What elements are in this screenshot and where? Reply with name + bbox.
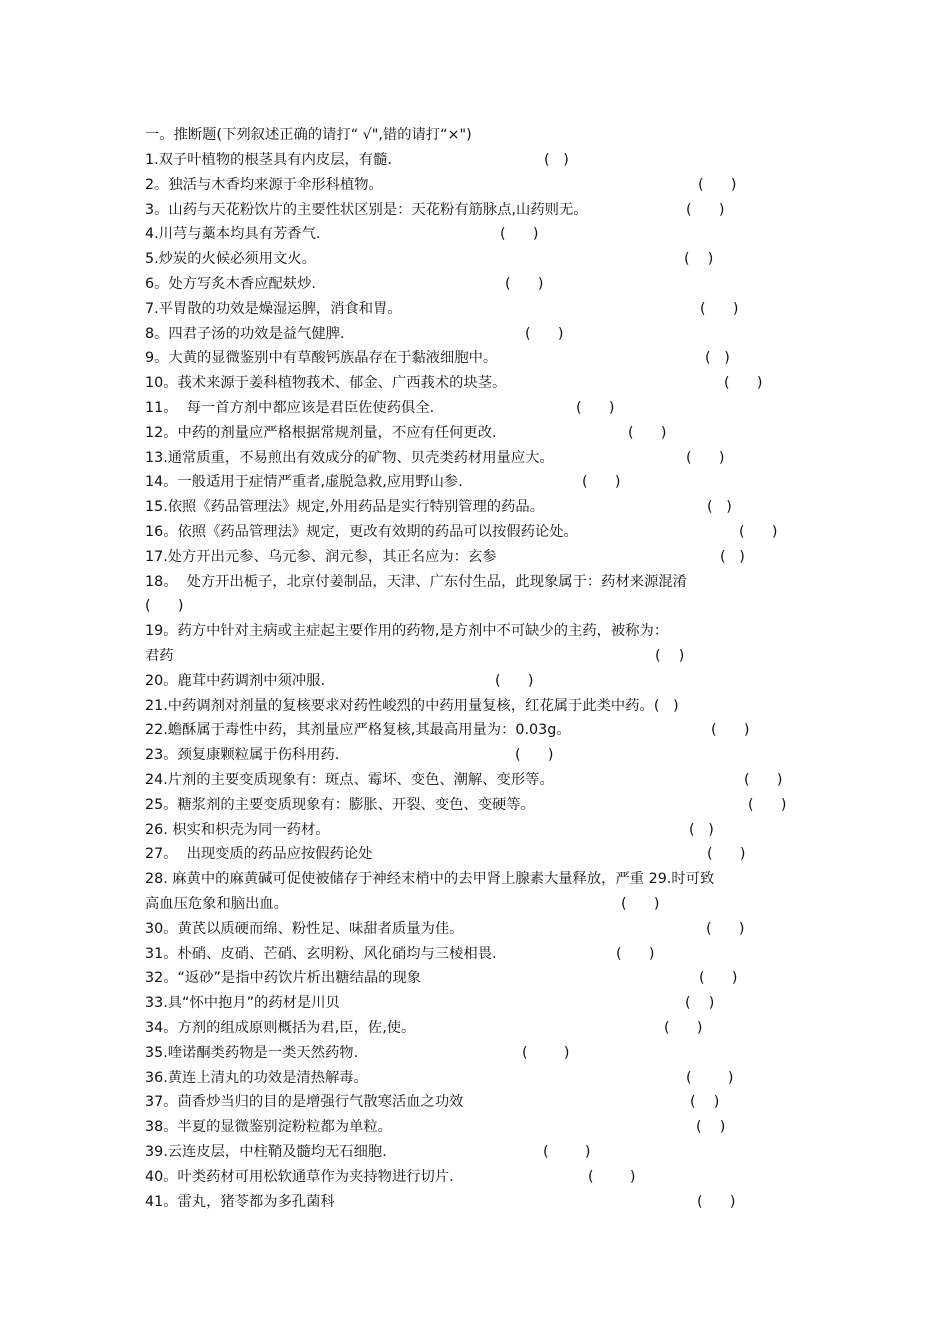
question-line <box>145 619 825 644</box>
question-line <box>145 173 825 198</box>
question-text: 高血压危象和脑出血。 <box>145 896 288 912</box>
question-line <box>145 198 825 223</box>
question-text: 4.川芎与藁本均具有芳香气. <box>145 226 321 243</box>
answer-bracket[interactable]: ( ) <box>699 970 738 987</box>
question-line <box>145 917 825 942</box>
answer-bracket[interactable]: ( ) <box>684 251 714 268</box>
answer-bracket[interactable]: ( ) <box>739 524 778 540</box>
question-text: 23。颈复康颗粒属于伤科用药. <box>145 747 340 764</box>
section-title-text: 一。推断题(下列叙述正确的请打“ √",错的请打“×") <box>145 127 472 143</box>
question-line <box>145 1066 825 1091</box>
answer-bracket[interactable]: ( ) <box>696 1119 726 1136</box>
answer-bracket[interactable]: ( ) <box>705 350 730 367</box>
question-text: 15.依照《药品管理法》规定,外用药品是实行特别管理的药品。 <box>145 499 544 516</box>
answer-bracket[interactable]: ( ) <box>576 400 615 416</box>
answer-bracket[interactable]: ( ) <box>621 896 660 912</box>
question-text: 10。莪术来源于姜科植物莪术、郁金、广西莪术的块茎。 <box>145 375 507 392</box>
question-line <box>145 669 825 694</box>
answer-bracket[interactable]: ( ) <box>724 375 763 392</box>
question-text: 32。“返砂”是指中药饮片析出糖结晶的现象 <box>145 970 422 987</box>
question-line <box>145 966 825 991</box>
answer-bracket[interactable]: ( ) <box>685 995 715 1012</box>
question-line <box>145 421 825 446</box>
answer-bracket[interactable]: ( ) <box>697 1193 736 1210</box>
answer-bracket[interactable]: ( ) <box>582 474 621 491</box>
answer-bracket[interactable]: ( ) <box>686 201 725 218</box>
question-text: 25。糖浆剂的主要变质现象有：膨胀、开裂、变色、变硬等。 <box>145 796 535 813</box>
question-line <box>145 942 825 967</box>
answer-bracket[interactable]: ( ) <box>628 424 667 441</box>
question-text: 26. 枳实和枳壳为同一药材。 <box>145 821 330 838</box>
question-line <box>145 1016 825 1041</box>
question-text: 6。处方写炙木香应配麸炒. <box>145 276 316 292</box>
question-text: 40。叶类药材可用松软通草作为夹持物进行切片. <box>145 1168 454 1185</box>
question-text: 8。四君子汤的功效是益气健脾. <box>145 325 345 342</box>
question-line <box>145 1140 825 1165</box>
answer-bracket[interactable]: ( ) <box>700 300 739 317</box>
question-line <box>145 371 825 396</box>
answer-bracket[interactable]: ( ) <box>544 152 569 168</box>
answer-bracket[interactable]: ( ) <box>616 945 655 962</box>
answer-bracket[interactable]: ( ) <box>711 722 750 739</box>
answer-bracket[interactable]: ( ) <box>515 747 554 764</box>
question-line <box>145 892 825 917</box>
question-line <box>145 718 825 743</box>
question-text: 16。依照《药品管理法》规定，更改有效期的药品可以按假药论处。 <box>145 524 578 540</box>
question-text: 9。大黄的显微鉴别中有草酸钙族晶存在于黏液细胞中。 <box>145 350 498 367</box>
question-line <box>145 793 825 818</box>
section-title <box>145 123 825 148</box>
question-line <box>145 520 825 545</box>
answer-bracket[interactable]: ( ) <box>720 548 745 565</box>
question-line <box>145 1041 825 1066</box>
question-text: 37。茴香炒当归的目的是增强行气散寒活血之功效 <box>145 1094 464 1111</box>
question-line <box>145 322 825 347</box>
question-text: 17.处方开出元参、乌元参、润元参，其正名应为：玄参 <box>145 548 497 565</box>
question-line <box>145 768 825 793</box>
question-line <box>145 867 825 892</box>
question-text: 31。朴硝、皮硝、芒硝、玄明粉、风化硝均与三棱相畏. <box>145 945 497 962</box>
question-line <box>145 991 825 1016</box>
question-text: 41。雷丸，猪苓都为多孔菌科 <box>145 1193 335 1210</box>
question-line <box>145 346 825 371</box>
question-text: 33.具“怀中抱月”的药材是川贝 <box>145 995 340 1012</box>
question-line <box>145 842 825 867</box>
question-text: 35.喹诺酮类药物是一类天然药物. <box>145 1044 359 1061</box>
question-text: 12。中药的剂量应严格根据常规剂量，不应有任何更改. <box>145 424 497 441</box>
question-text: 5.炒炭的火候必须用文火。 <box>145 251 316 268</box>
question-text: 38。半夏的显微鉴别淀粉粒都为单粒。 <box>145 1119 392 1136</box>
question-line <box>145 1165 825 1190</box>
answer-bracket[interactable]: ( ) <box>500 226 539 243</box>
question-line <box>145 148 825 173</box>
question-line <box>145 1090 825 1115</box>
question-text: 君药 <box>145 648 174 664</box>
question-text: 20。鹿茸中药调剂中须冲服. <box>145 672 326 689</box>
answer-bracket[interactable]: ( ) <box>707 499 732 516</box>
question-text: 34。方剂的组成原则概括为君,臣，佐,使。 <box>145 1020 416 1036</box>
question-text: 3。山药与天花粉饮片的主要性状区别是：天花粉有筋脉点,山药则无。 <box>145 201 588 218</box>
question-line <box>145 545 825 570</box>
question-text: 39.云连皮层，中柱鞘及髓均无石细胞. <box>145 1144 387 1160</box>
question-line <box>145 247 825 272</box>
answer-bracket[interactable]: ( ) <box>690 1094 720 1111</box>
answer-bracket[interactable]: ( ) <box>522 1044 570 1061</box>
question-text: 19。药方中针对主病或主症起主要作用的药物,是方剂中不可缺少的主药，被称为： <box>145 623 669 640</box>
question-text: 2。独活与木香均来源于伞形科植物。 <box>145 176 383 193</box>
question-line <box>145 297 825 322</box>
question-line <box>145 818 825 843</box>
question-line <box>145 495 825 520</box>
question-text: 22.蟾酥属于毒性中药，其剂量应严格复核,其最高用量为：0.03g。 <box>145 722 571 739</box>
answer-bracket[interactable]: ( ) <box>748 796 787 813</box>
question-text: 13.通常质重，不易煎出有效成分的矿物、贝壳类药材用量应大。 <box>145 449 554 466</box>
question-text: 27。 出现变质的药品应按假药论处 <box>145 846 373 863</box>
answer-bracket[interactable]: ( ) <box>655 648 685 664</box>
answer-bracket[interactable]: ( ) <box>495 672 534 689</box>
answer-bracket[interactable]: ( ) <box>664 1020 703 1036</box>
answer-bracket[interactable]: ( ) <box>707 846 746 863</box>
question-line <box>145 1115 825 1140</box>
question-text: 7.平胃散的功效是燥湿运脾，消食和胃。 <box>145 300 402 317</box>
question-line <box>145 1190 825 1215</box>
question-line <box>145 743 825 768</box>
answer-bracket[interactable]: ( ) <box>588 1168 636 1185</box>
answer-bracket[interactable]: ( ) <box>706 920 745 937</box>
question-text: 1.双子叶植物的根茎具有内皮层，有髓. <box>145 152 392 168</box>
question-text: 11。 每一首方剂中都应该是君臣佐使药俱全. <box>145 400 435 416</box>
question-line <box>145 594 825 619</box>
question-text: 21.中药调剂对剂量的复核要求对药性峻烈的中药用量复核，红花属于此类中药。( ) <box>145 697 679 714</box>
answer-bracket[interactable]: ( ) <box>744 772 783 788</box>
question-text: 30。黄芪以质硬而绵、粉性足、味甜者质量为佳。 <box>145 920 464 937</box>
question-text: 14。一般适用于症情严重者,虚脱急救,应用野山参. <box>145 474 463 491</box>
question-line <box>145 470 825 495</box>
question-line <box>145 644 825 669</box>
question-line <box>145 570 825 595</box>
answer-bracket[interactable]: ( ) <box>505 276 544 292</box>
question-line <box>145 222 825 247</box>
question-line <box>145 446 825 471</box>
question-text: 18。 处方开出栀子，北京付姜制品，天津、广东付生品，此现象属于：药材来源混淆 <box>145 573 687 590</box>
question-text: 36.黄连上清丸的功效是清热解毒。 <box>145 1069 368 1086</box>
answer-bracket[interactable]: ( ) <box>686 1069 734 1086</box>
answer-bracket[interactable]: ( ) <box>689 821 714 838</box>
question-line <box>145 272 825 297</box>
question-text: ( ) <box>145 598 184 615</box>
answer-bracket[interactable]: ( ) <box>686 449 725 466</box>
question-line <box>145 396 825 421</box>
answer-bracket[interactable]: ( ) <box>698 176 737 193</box>
answer-bracket[interactable]: ( ) <box>543 1144 591 1160</box>
question-text: 24.片剂的主要变质现象有：斑点、霉坏、变色、潮解、变形等。 <box>145 772 554 788</box>
question-line <box>145 694 825 719</box>
answer-bracket[interactable]: ( ) <box>525 325 564 342</box>
question-text: 28. 麻黄中的麻黄碱可促使被储存于神经末梢中的去甲肾上腺素大量释放，严重 29.时可致 <box>145 871 715 888</box>
